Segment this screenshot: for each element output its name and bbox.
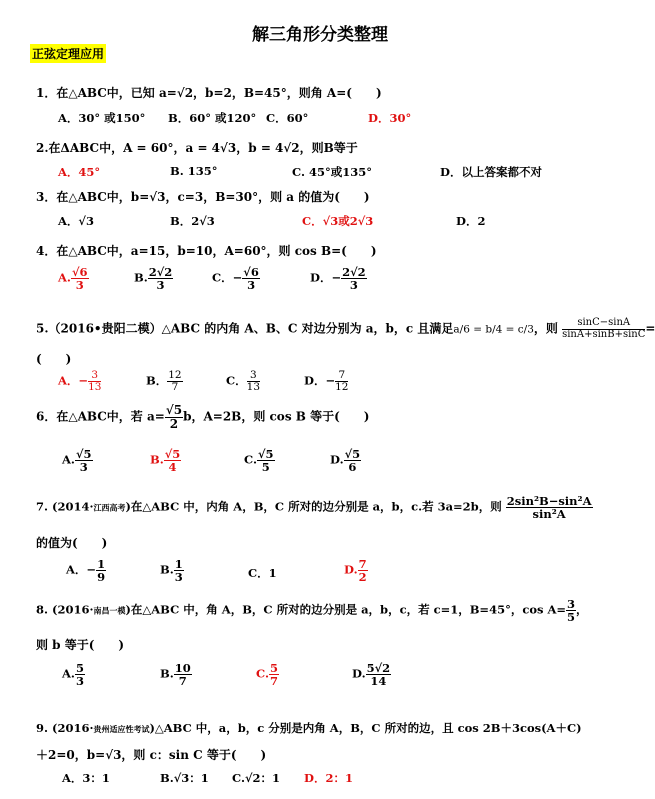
q7-option-d: D. $\frac{7}{2}$ <box>344 557 367 585</box>
q3-option-a: A．√3 <box>58 214 94 228</box>
q1-option-b: B．60° 或120° <box>168 111 257 125</box>
section-badge: 正弦定理应用 <box>30 44 106 63</box>
q6-option-b: B. $\frac{√5}{4}$ <box>150 447 181 475</box>
q1-stem: 1．在△ABC中，已知 a=√2，b=2，B=45°，则角 A=( ) <box>36 86 382 100</box>
q5-stem: 5.（2016•贵阳二模）△ABC 的内角 A、B、C 对边分别为 a，b，c 且满足a/6 = b/4 = c/3，则 $\frac{\sin C-\sin A}{\sin A+\sin B+\sin C}$ = <box>36 317 655 340</box>
q8-option-b: B. $\frac{10}{7}$ <box>160 661 191 689</box>
q5-option-c: C． $\frac{3}{13}$ <box>226 369 261 394</box>
q4-option-b: B. $\frac{2√2}{3}$ <box>134 265 173 293</box>
q9-option-d: D．2：1 <box>304 771 353 785</box>
q1-option-d: D．30° <box>368 111 412 125</box>
q5-option-a: A．− $\frac{3}{13}$ <box>58 369 102 394</box>
q6-option-d: D. $\frac{√5}{6}$ <box>330 447 361 475</box>
q5-option-d: D．− $\frac{7}{12}$ <box>304 369 349 394</box>
q6-stem: 6．在△ABC中，若 a= $\frac{√5}{2}$ b，A=2B，则 cos B 等于( ) <box>36 403 370 431</box>
q9-option-c: C.√2：1 <box>232 771 281 785</box>
q8-option-a: A. $\frac{5}{3}$ <box>62 661 84 689</box>
q6-option-a: A. $\frac{√5}{3}$ <box>62 447 92 475</box>
page-title: 解三角形分类整理 <box>252 25 388 45</box>
q9-option-a: A．3：1 <box>62 771 110 785</box>
q2-option-b: B. 135° <box>170 164 218 178</box>
q7-option-c: C．1 <box>248 566 277 580</box>
q6-option-c: C. $\frac{√5}{5}$ <box>244 447 274 475</box>
q5-paren: ( ) <box>36 352 72 366</box>
q7-option-a: A．− $\frac{1}{9}$ <box>66 557 106 585</box>
q2-option-c: C. 45°或135° <box>292 165 372 179</box>
q8-option-c: C. $\frac{5}{7}$ <box>256 661 278 689</box>
q9-option-b: B.√3：1 <box>160 771 209 785</box>
q7-stem: 7. (2014·江西高考)在△ABC 中，内角 A，B，C 所对的边分别是 a，b，c.若 3a=2b，则 $\frac{\text{2sin²B−sin²A}}{\text{sin²A}}$ <box>36 494 592 522</box>
q8-stem: 8. (2016·南昌一模)在△ABC 中，角 A，B，C 所对的边分别是 a，b，c，若 c=1，B=45°，cos A= $\frac{3}{5}$ ， <box>36 597 588 625</box>
q4-option-d: D．− $\frac{2√2}{3}$ <box>310 265 366 293</box>
q1-option-a: A．30° 或150° <box>58 111 146 125</box>
q4-option-c: C．− $\frac{√6}{3}$ <box>212 265 259 293</box>
q3-option-b: B．2√3 <box>170 214 215 228</box>
q2-option-d: D．以上答案都不对 <box>440 165 542 179</box>
q7-option-b: B. $\frac{1}{3}$ <box>160 557 183 585</box>
q9-stem: 9. (2016·贵州适应性考试)△ABC 中，a，b，c 分别是内角 A，B，C 所对的边，且 cos 2B＋3cos(A＋C) <box>36 721 582 735</box>
q1-option-c: C．60° <box>266 111 309 125</box>
q7-line2: 的值为( ) <box>36 536 108 550</box>
q2-stem: 2.在ΔABC中，A = 60°，a = 4√3，b = 4√2，则B等于 <box>36 141 358 155</box>
q3-option-c: C．√3或2√3 <box>302 214 374 228</box>
q4-option-a: A. $\frac{√6}{3}$ <box>58 265 88 293</box>
q4-stem: 4．在△ABC中，a=15，b=10，A=60°，则 cos B=( ) <box>36 244 377 258</box>
q8-option-d: D. $\frac{5√2}{14}$ <box>352 661 391 689</box>
q2-option-a: A．45° <box>58 165 101 179</box>
q5-option-b: B． $\frac{12}{7}$ <box>146 369 182 394</box>
q3-stem: 3．在△ABC中，b=√3，c=3，B=30°，则 a 的值为( ) <box>36 190 370 204</box>
q9-line2: ＋2=0，b=√3，则 c：sin C 等于( ) <box>36 748 267 762</box>
q8-line2: 则 b 等于( ) <box>36 638 125 652</box>
q3-option-d: D．2 <box>456 214 486 228</box>
